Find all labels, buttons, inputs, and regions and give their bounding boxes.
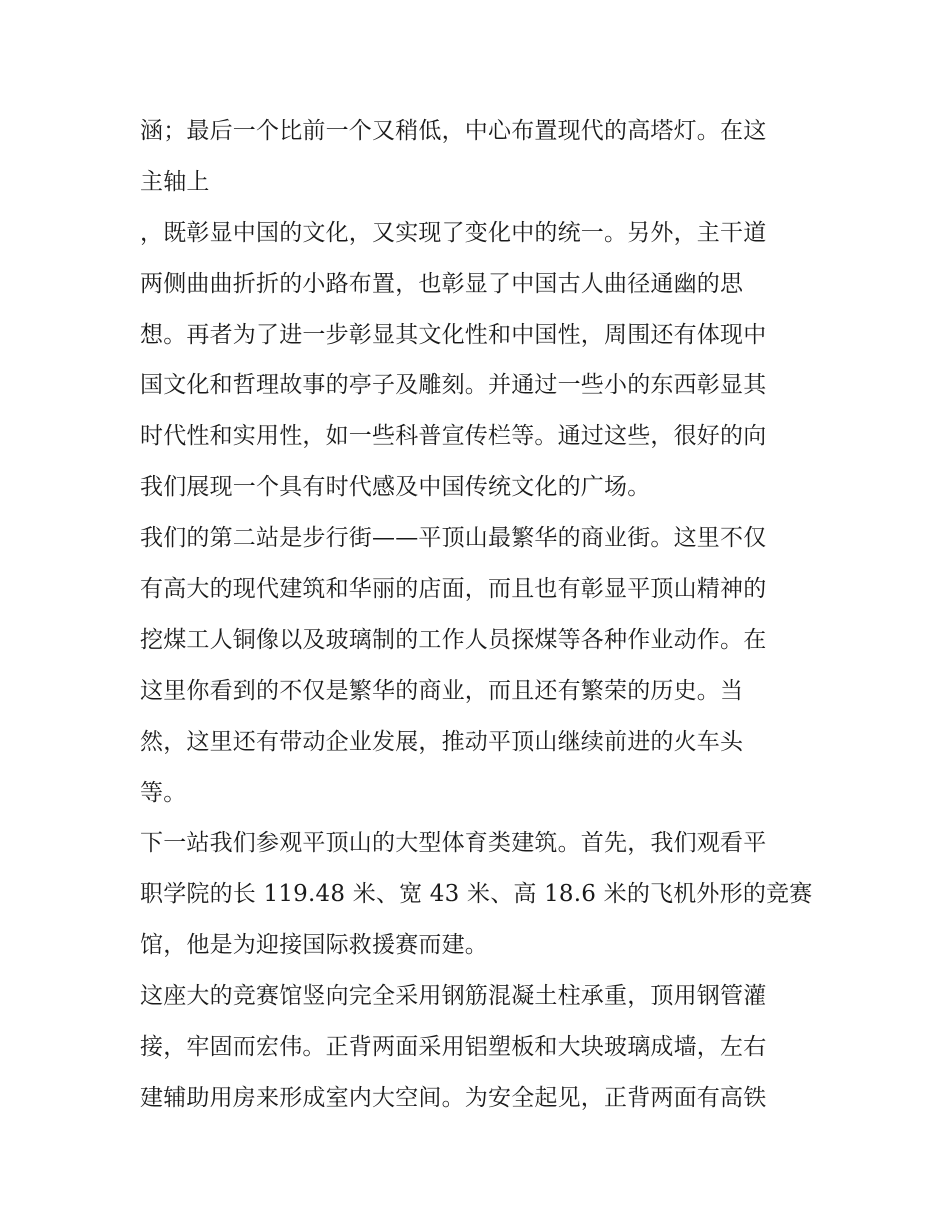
text-line: 想。再者为了进一步彰显其文化性和中国性，周围还有体现中 xyxy=(140,321,767,348)
text-line: 等。 xyxy=(140,779,187,806)
text-line: 国文化和哲理故事的亭子及雕刻。并通过一些小的东西彰显其 xyxy=(140,372,767,399)
text-line: 主轴上 xyxy=(140,168,210,195)
text-line: 建辅助用房来形成室内大空间。为安全起见，正背两面有高铁 xyxy=(140,1084,767,1111)
text-line: 时代性和实用性，如一些科普宣传栏等。通过这些，很好的向 xyxy=(140,423,767,450)
text-line: 接，牢固而宏伟。正背两面采用铝塑板和大块玻璃成墙，左右 xyxy=(140,1034,767,1061)
text-line: 馆，他是为迎接国际救援赛而建。 xyxy=(140,932,488,959)
text-line: 职学院的长 119.48 米、宽 43 米、高 18.6 米的飞机外形的竞赛 xyxy=(140,881,813,908)
text-line: ，既彰显中国的文化，又实现了变化中的统一。另外，主干道 xyxy=(140,219,767,246)
text-line: 然，这里还有带动企业发展，推动平顶山继续前进的火车头 xyxy=(140,728,744,755)
text-line: 挖煤工人铜像以及玻璃制的工作人员探煤等各种作业动作。在 xyxy=(140,626,767,653)
text-line: 这座大的竞赛馆竖向完全采用钢筋混凝土柱承重，顶用钢管灌 xyxy=(140,983,767,1010)
body-text xyxy=(140,106,820,1124)
text-line: 下一站我们参观平顶山的大型体育类建筑。首先，我们观看平 xyxy=(140,830,767,857)
text-line: 两侧曲曲折折的小路布置，也彰显了中国古人曲径通幽的思 xyxy=(140,270,744,297)
text-line: 有高大的现代建筑和华丽的店面，而且也有彰显平顶山精神的 xyxy=(140,576,767,603)
text-line: 我们展现一个具有时代感及中国传统文化的广场。 xyxy=(140,474,651,501)
text-line: 这里你看到的不仅是繁华的商业，而且还有繁荣的历史。当 xyxy=(140,677,744,704)
text-line: 涵；最后一个比前一个又稍低，中心布置现代的高塔灯。在这 xyxy=(140,118,767,144)
text-line: 我们的第二站是步行街——平顶山最繁华的商业街。这里不仅 xyxy=(140,525,767,552)
